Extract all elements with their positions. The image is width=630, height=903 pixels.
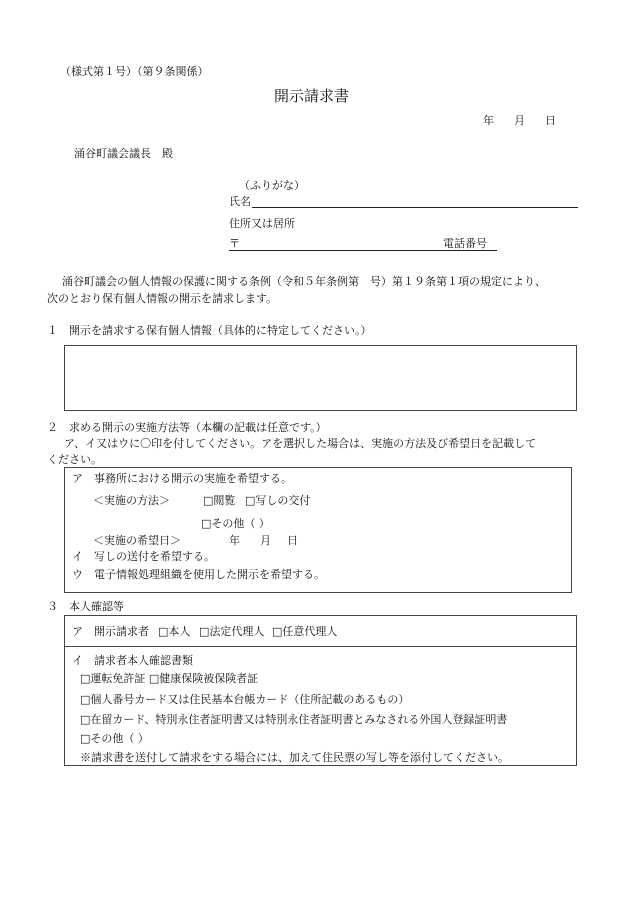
section-2-heading: ２ 求める開示の実施方法等（本欄の記載は任意です。） — [47, 421, 327, 434]
name-label: 氏名 — [229, 195, 251, 208]
method-label: ＜実施の方法＞ — [93, 494, 170, 507]
id-doc-note: ※請求書を送付して請求をする場合には、加えて住民票の写し等を添付してください。 — [80, 751, 509, 764]
name-field[interactable] — [252, 207, 578, 208]
section-2-note-line-1: ア、イ又はウに〇印を付してください。アを選択した場合は、実施の方法及び希望日を記載して — [64, 437, 537, 450]
requester-legal-checkbox[interactable]: □法定代理人 — [199, 625, 265, 638]
desired-date-month: 月 — [260, 534, 271, 547]
method-view-checkbox[interactable]: □閲覧 — [203, 494, 236, 507]
personal-info-box[interactable] — [64, 345, 577, 411]
intro-line-2: 次のとおり保有個人情報の開示を請求します。 — [47, 292, 278, 305]
id-doc-line-1[interactable]: □運転免許証 □健康保険被保険者証 — [80, 672, 259, 685]
id-docs-heading: イ 請求者本人確認書類 — [72, 654, 193, 667]
identity-box-divider — [64, 646, 577, 647]
page-title: 開示請求書 — [274, 87, 350, 105]
address-label: 住所又は居所 — [229, 217, 295, 230]
section-2-note-line-2: ください。 — [47, 453, 102, 466]
id-doc-line-3[interactable]: □在留カード、特別永住者証明書又は特別永住者証明書とみなされる外国人登録証明書 — [80, 713, 508, 726]
date-day-label: 日 — [545, 114, 556, 127]
date-month-label: 月 — [514, 114, 525, 127]
furigana-label: （ふりがな） — [239, 179, 305, 192]
section-1-heading: １ 開示を請求する保有個人情報（具体的に特定してください。） — [47, 324, 372, 337]
intro-line-1: 涌谷町議会の個人情報の保護に関する条例（令和５年条例第 号）第１９条第１項の規定により、 — [62, 275, 546, 288]
date-year-label: 年 — [483, 114, 494, 127]
option-u[interactable]: ウ 電子情報処理組織を使用した開示を希望する。 — [72, 568, 325, 581]
addressee: 涌谷町議会議長 殿 — [74, 147, 173, 160]
method-other-checkbox[interactable]: □その他（ ） — [201, 517, 270, 530]
address-phone-field[interactable] — [229, 250, 497, 251]
phone-label: 電話番号 — [443, 237, 487, 250]
postal-mark: 〒 — [229, 237, 240, 250]
id-doc-line-2[interactable]: □個人番号カード又は住民基本台帳カード（住所記載のあるもの） — [80, 693, 410, 706]
section-3-heading: ３ 本人確認等 — [47, 600, 124, 613]
desired-date-year: 年 — [229, 534, 240, 547]
option-a[interactable]: ア 事務所における開示の実施を希望する。 — [72, 472, 292, 485]
desired-date-day: 日 — [287, 534, 298, 547]
id-doc-other[interactable]: □その他（ ） — [80, 732, 149, 745]
requester-self-checkbox[interactable]: □本人 — [158, 625, 191, 638]
method-copy-checkbox[interactable]: □写しの交付 — [245, 494, 311, 507]
requester-voluntary-checkbox[interactable]: □任意代理人 — [272, 625, 338, 638]
desired-date-label: ＜実施の希望日＞ — [93, 534, 181, 547]
requester-type-label: ア 開示請求者 — [72, 625, 149, 638]
form-number: （様式第１号）（第９条関係） — [60, 65, 209, 78]
option-i[interactable]: イ 写しの送付を希望する。 — [72, 550, 215, 563]
